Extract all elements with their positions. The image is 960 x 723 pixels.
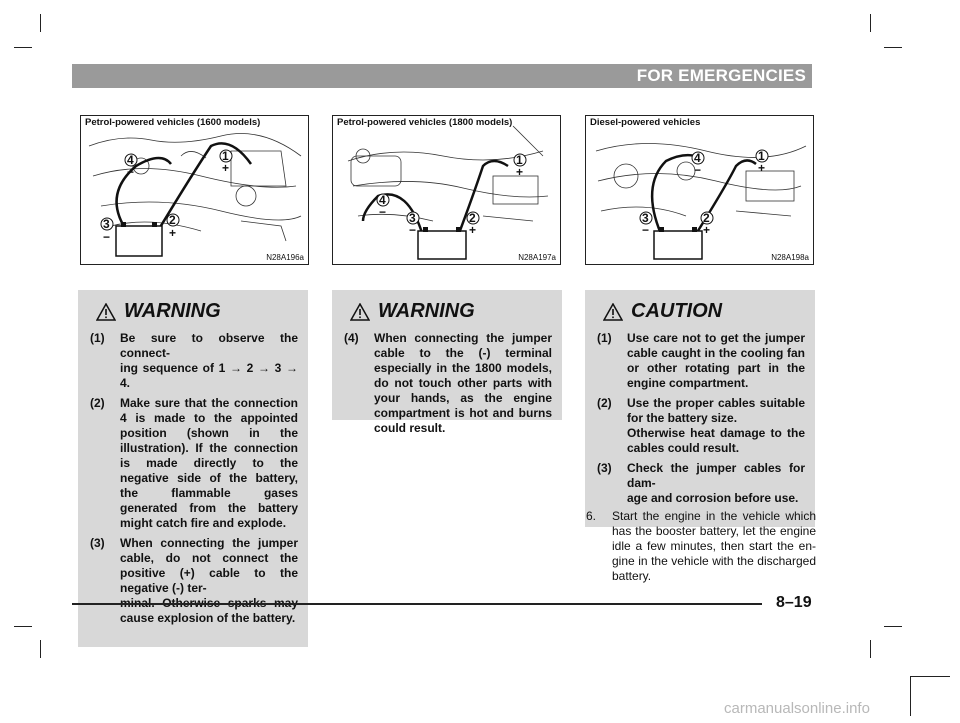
crop-mark — [910, 676, 911, 716]
minus-sign: − — [103, 230, 111, 244]
item-number: (3) — [90, 536, 105, 550]
minus-sign: − — [694, 163, 702, 177]
marker-3: 3 — [103, 217, 110, 231]
header-bar — [72, 64, 812, 88]
list-item — [597, 396, 805, 456]
minus-sign: − — [642, 223, 650, 237]
marker-2: 2 — [703, 211, 710, 225]
step-number: 6. — [586, 509, 597, 523]
warning-box-1 — [78, 290, 308, 647]
figure-diesel — [585, 115, 814, 265]
crop-mark — [884, 626, 902, 627]
figure-title: Petrol-powered vehicles (1600 models) — [85, 117, 261, 128]
marker-2: 2 — [469, 211, 476, 225]
marker-3: 3 — [642, 211, 649, 225]
item-text: When connecting the jumper cable, do not connect the positive (+) cable to the negative (-) ter- cause explosion of the battery. — [120, 536, 298, 625]
minus-sign: − — [409, 223, 417, 237]
item-number: (1) — [597, 331, 612, 345]
item-text: Use the proper cables suitable for the battery size. Otherwise heat damage to the cables could result. — [627, 396, 805, 455]
list-item — [597, 461, 805, 506]
marker-4: 4 — [379, 193, 386, 207]
warning-title: WARNING — [378, 300, 475, 322]
warning-triangle-icon — [350, 303, 370, 321]
figure-1800-models — [332, 115, 561, 265]
minus-sign: − — [379, 205, 387, 219]
plus-sign: + — [516, 165, 524, 179]
marker-2: 2 — [169, 213, 176, 227]
figure-title: Diesel-powered vehicles — [590, 117, 701, 128]
crop-mark — [910, 676, 950, 677]
crop-mark — [870, 640, 871, 658]
list-item — [90, 331, 298, 391]
warning-title: WARNING — [124, 300, 221, 322]
figure-1600-models — [80, 115, 309, 265]
plus-sign: + — [703, 223, 711, 237]
item-text: When connecting the jumper cable to the (-) terminal especially in the 1800 models, do not touch other parts with your hands, as the engine compartment is hot and burns could result. — [374, 331, 552, 435]
marker-1: 1 — [516, 153, 523, 167]
page-number: 8–19 — [776, 594, 812, 611]
marker-1: 1 — [758, 149, 765, 163]
battery-icon — [116, 226, 162, 256]
figure-code: N28A198a — [771, 253, 809, 262]
item-text: Check the jumper cables for dam- age and corrosion before use. — [627, 461, 805, 505]
crop-mark — [40, 640, 41, 658]
watermark: carmanualsonline.info — [724, 700, 870, 717]
list-item — [90, 536, 298, 626]
item-number: (4) — [344, 331, 359, 345]
item-number: (2) — [90, 396, 105, 410]
jump-start-diagram-1800 — [333, 116, 560, 264]
plus-sign: + — [169, 226, 177, 240]
step-6 — [586, 509, 816, 584]
battery-icon — [418, 231, 466, 259]
battery-icon — [654, 231, 702, 259]
list-item — [597, 331, 805, 391]
plus-sign: + — [758, 161, 766, 175]
plus-sign: + — [222, 161, 230, 175]
marker-1: 1 — [222, 149, 229, 163]
jump-start-diagram-diesel — [586, 116, 813, 264]
warning-box-2 — [332, 290, 562, 435]
marker-4: 4 — [694, 151, 701, 165]
footer-rule — [72, 603, 762, 605]
figure-title: Petrol-powered vehicles (1800 models) — [337, 117, 513, 128]
item-text: Make sure that the connection 4 is made to the appointed position (shown in the illustration). If the connection is made directly to the negative side of the battery, the flammable gases generated from the battery might catch fire and explode. — [120, 396, 298, 530]
list-item — [90, 396, 298, 531]
caution-title: CAUTION — [631, 300, 723, 322]
crop-mark — [870, 14, 871, 32]
list-item — [344, 331, 552, 436]
figure-code: N28A196a — [266, 253, 304, 262]
item-text: Use care not to get the jumper cable caught in the cooling fan or other rotating part in the engine compartment. — [627, 331, 805, 390]
crop-mark — [14, 47, 32, 48]
crop-mark — [40, 14, 41, 32]
marker-3: 3 — [409, 211, 416, 225]
warning-triangle-icon — [96, 303, 116, 321]
figure-code: N28A197a — [518, 253, 556, 262]
crop-mark — [884, 47, 902, 48]
jump-start-diagram-1600 — [81, 116, 308, 264]
plus-sign: + — [469, 223, 477, 237]
item-number: (1) — [90, 331, 105, 345]
minus-sign: − — [127, 165, 135, 179]
crop-mark — [14, 626, 32, 627]
item-number: (2) — [597, 396, 612, 410]
caution-box — [585, 290, 815, 527]
item-number: (3) — [597, 461, 612, 475]
step-text: Start the engine in the vehicle which has the booster battery, let the engine idle a few minutes, then start the en- gine in the vehicle with the discharged battery. — [612, 509, 816, 583]
marker-4: 4 — [127, 153, 134, 167]
warning-triangle-icon — [603, 303, 623, 321]
item-text: Be sure to observe the connect- ing sequence of 1 → 2 → 3 → 4. — [120, 331, 298, 390]
section-title: FOR EMERGENCIES — [636, 66, 806, 85]
